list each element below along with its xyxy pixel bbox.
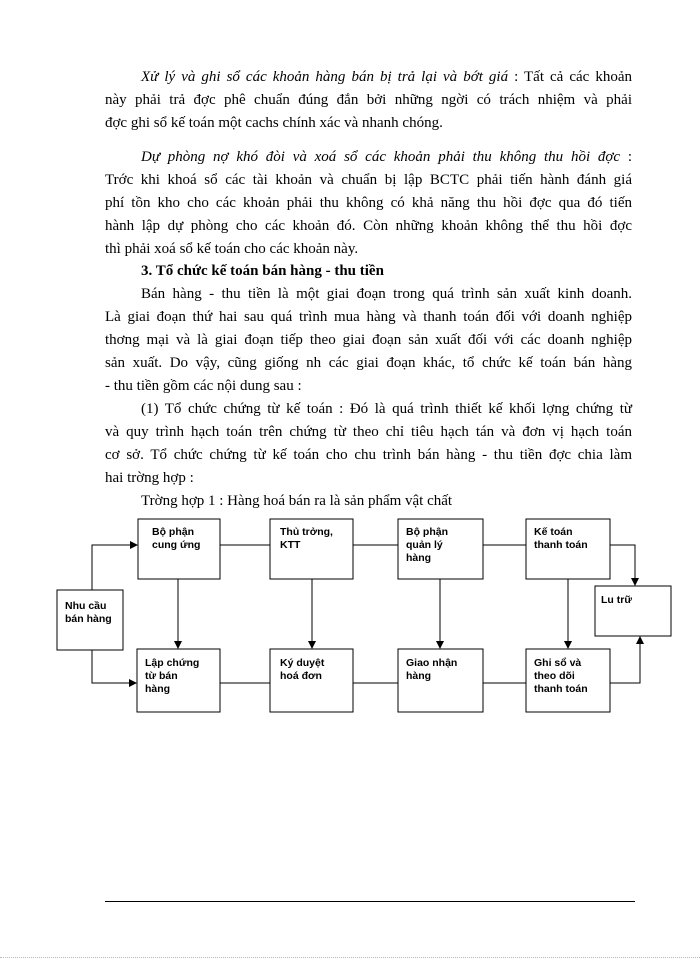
para3-line5: - thu tiền gồm các nội dung sau : — [105, 378, 302, 394]
top2-label-1: Thủ trởng, — [280, 526, 333, 538]
para2-line5: thì phải xoá sổ kế toán cho các khoản này. — [105, 241, 359, 257]
bottom1-label-1: Lập chứng — [145, 657, 200, 669]
page-bottom-dotted-rule — [0, 957, 700, 958]
para4-line3: cơ sở. Tổ chức chứng từ kế toán cho chu trình bán hàng - thu tiền đợc chia làm — [105, 447, 632, 463]
top1-label-1: Bộ phận — [152, 526, 194, 538]
bottom4-label-1: Ghi sổ và — [534, 657, 582, 669]
top2-label-2: KTT — [280, 539, 301, 551]
top3-label-3: hàng — [406, 552, 432, 564]
para3-line1: Bán hàng - thu tiền là một giai đoạn trong quá trình sản xuất kinh doanh. — [141, 286, 632, 302]
top4-label-1: Kế toán — [534, 526, 573, 538]
para1-line3: đợc ghi sổ kế toán một cachs chính xác và nhanh chóng. — [105, 115, 443, 131]
para2-line4: hành lập dự phòng cho các khoản đó. Còn những khoản không thể thu hồi đợc — [105, 218, 632, 234]
para3-line2: Là giai đoạn thứ hai sau quá trình mua hàng và thanh toán đối với doanh nghiệp — [105, 309, 632, 325]
para3-line4: sản xuất. Do vậy, cũng giống nh các giai đoạn khác, tổ chức kế toán bán hàng — [105, 355, 632, 371]
footer-rule — [105, 901, 635, 902]
bottom3-label-2: hàng — [406, 670, 432, 682]
top3-label-1: Bộ phận — [406, 526, 448, 538]
para2-line3: phí tồn kho cho các khoản phải thu không có khả năng thu hồi đợc qua đó tiến — [105, 195, 632, 211]
case1-line: Trờng hợp 1 : Hàng hoá bán ra là sản phẩm vật chất — [141, 493, 453, 509]
para1-line1-rest: : Tất cả các khoản — [508, 69, 632, 85]
top4-label-2: thanh toán — [534, 539, 588, 551]
bottom1-label-2: từ bán — [145, 670, 178, 682]
para4-line1: (1) Tổ chức chứng từ kế toán : Đó là quá trình thiết kế khối lợng chứng từ — [141, 401, 632, 417]
para1-line2: này phải trả đợc phê chuẩn đúng đắn bởi những ngời có trách nhiệm và phải — [105, 92, 632, 108]
bottom3-label-1: Giao nhận — [406, 657, 458, 669]
top1-label-2: cung ứng — [152, 539, 201, 551]
bottom2-label-2: hoá đơn — [280, 670, 322, 682]
bottom1-label-3: hàng — [145, 683, 171, 695]
para4-line2: và quy trình hạch toán trên chứng từ theo chỉ tiêu hạch tán và đơn vị hạch toán — [105, 424, 632, 440]
section-heading: 3. Tổ chức kế toán bán hàng - thu tiền — [141, 263, 384, 279]
para2-line2: Trớc khi khoá sổ các tài khoản và chuẩn bị lập BCTC phải tiến hành đánh giá — [105, 172, 632, 188]
top3-label-2: quản lý — [406, 539, 443, 551]
para1-italic-title: Xử lý và ghi sổ các khoản hàng bán bị trả lại và bớt giá — [141, 69, 509, 85]
bottom4-label-2: theo dõi — [534, 670, 575, 682]
para2-line1-rest: : — [620, 149, 633, 165]
bottom2-label-1: Ký duyệt — [280, 657, 325, 669]
bottom4-label-3: thanh toán — [534, 683, 588, 695]
para3-line3: thơng mại và là giai đoạn tiếp theo giai đoạn sản xuất đối với các doanh nghiệp — [105, 332, 632, 348]
start-label-1: Nhu cầu — [65, 600, 107, 612]
para2-italic-title: Dự phòng nợ khó đòi và xoá sổ các khoản phải thu không thu hồi đợc — [141, 149, 621, 165]
end-label: Lu trữ — [601, 594, 632, 606]
start-label-2: bán hàng — [65, 613, 112, 625]
para4-line4: hai trờng hợp : — [105, 470, 194, 486]
